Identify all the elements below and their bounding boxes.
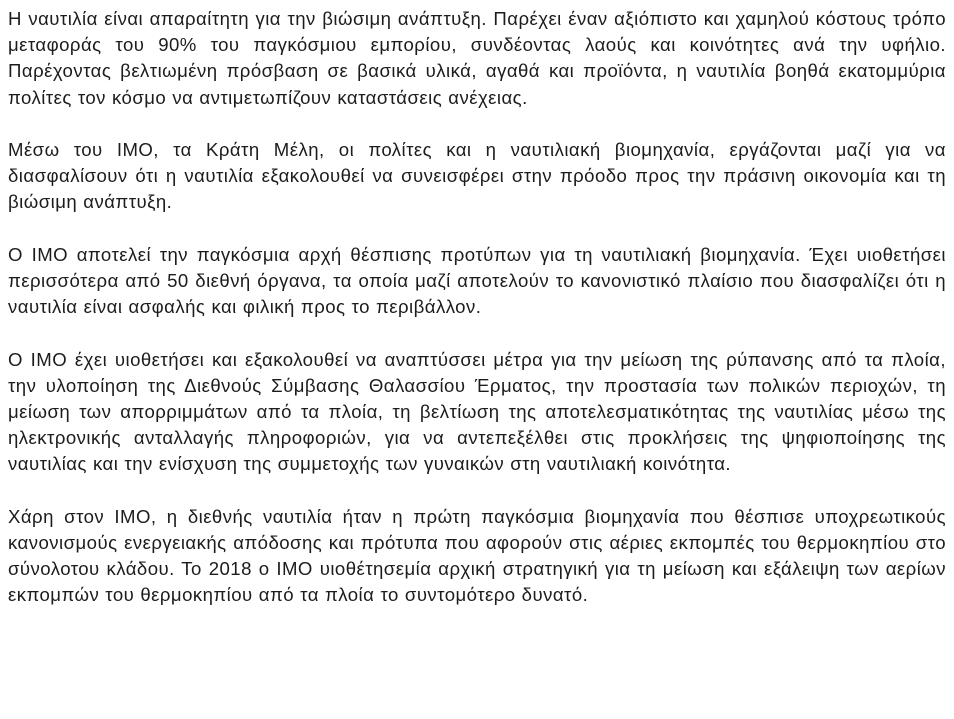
- paragraph-imo-emissions: Χάρη στον ΙΜΟ, η διεθνής ναυτιλία ήταν η πρώτη παγκόσμια βιομηχανία που θέσπισε υποχρεωτικούς κανονισμούς ενεργειακής απόδοσης και πρότυπα που αφορούν στις αέριες εκπομπές του θερμοκηπίου στο σύνολοτου κλάδου. Το 2018 ο ΙΜΟ υιοθέτησεμία αρχική στρατηγική για τη μείωση και εξάλειψη των αερίων εκπομπών του θερμοκηπίου από τα πλοία το συντομότερο δυνατό.: [8, 505, 946, 606]
- paragraph-shipping-importance: Η ναυτιλία είναι απαραίτητη για την βιώσιμη ανάπτυξη. Παρέχει έναν αξιόπιστο και χαμηλού κόστους τρόπο μεταφοράς του 90% του παγκόσμιου εμπορίου, συνδέοντας λαούς και κοινότητες ανά την υφήλιο. Παρέχοντας βελτιωμένη πρόσβαση σε βασικά υλικά, αγαθά και προϊόντα, η ναυτιλία βοηθά εκατομμύρια πολίτες τον κόσμο να αντιμετωπίζουν καταστάσεις ανέχειας.: [8, 8, 946, 108]
- paragraph-imo-member-states: Μέσω του ΙΜΟ, τα Κράτη Μέλη, οι πολίτες και η ναυτιλιακή βιομηχανία, εργάζονται μαζί για να διασφαλίσουν ότι η ναυτιλία εξακολουθεί να συνεισφέρει στην πρόοδο προς την πράσινη οικονομία και τη βιώσιμη ανάπτυξη.: [8, 139, 946, 213]
- document-page: [8, 6, 946, 714]
- paragraph-imo-measures: Ο ΙΜΟ έχει υιοθετήσει και εξακολουθεί να αναπτύσσει μέτρα για την μείωση της ρύπανσης από τα πλοία, την υλοποίηση της Διεθνούς Σύμβασης Θαλασσίου Έρματος, την προστασία των πολικών περιοχών, τη μείωση των απορριμμάτων από τα πλοία, τη βελτίωση της αποτελεσματικότητας της ναυτιλίας μέσω της ηλεκτρονικής ανταλλαγής πληροφοριών, για να αντεπεξέλθει στις προκλήσεις της ψηφιοποίησης της ναυτιλίας και την ενίσχυση της συμμετοχής των γυναικών στη ναυτιλιακή κοινότητα.: [8, 348, 946, 475]
- paragraph-imo-standards: Ο ΙΜΟ αποτελεί την παγκόσμια αρχή θέσπισης προτύπων για τη ναυτιλιακή βιομηχανία. Έχει υιοθετήσει περισσότερα από 50 διεθνή όργανα, τα οποία μαζί αποτελούν το κανονιστικό πλαίσιο που διασφαλίζει ότι η ναυτιλία είναι ασφαλής και φιλική προς το περιβάλλον.: [8, 243, 946, 318]
